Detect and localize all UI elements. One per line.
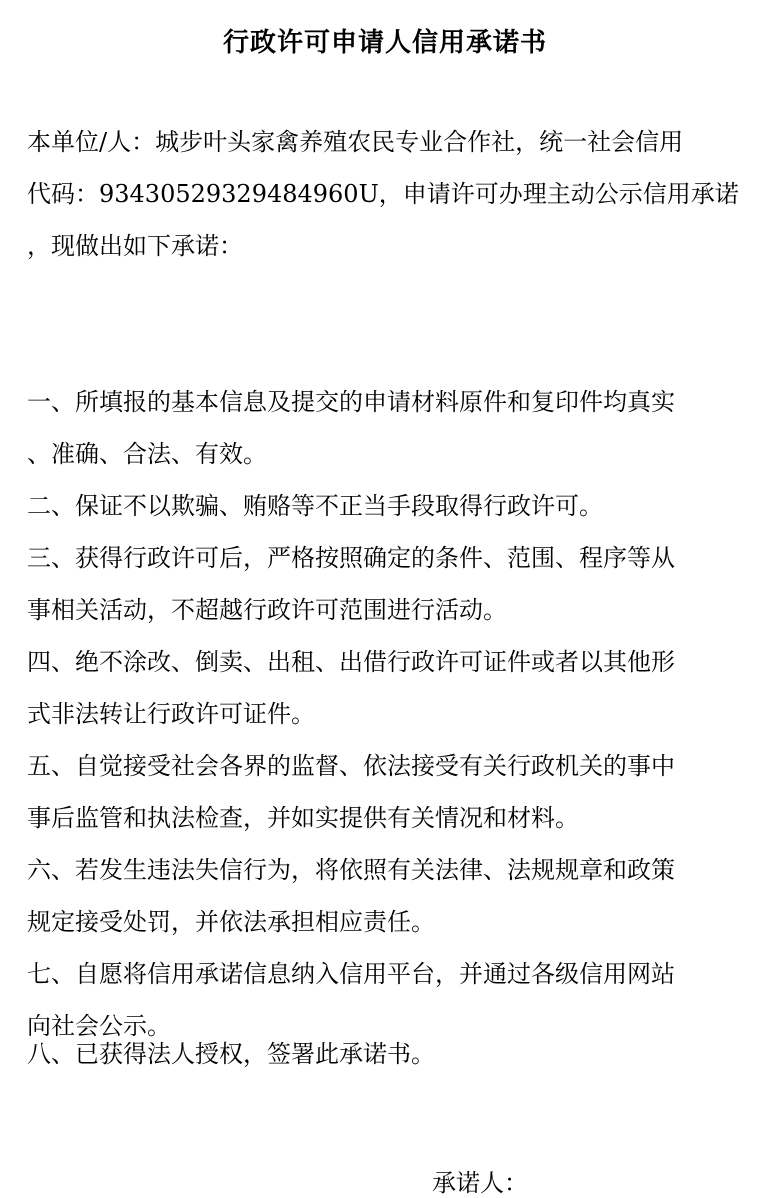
commitment-line: 七、自愿将信用承诺信息纳入信用平台，并通过各级信用网站 bbox=[27, 960, 675, 988]
commitment-line: 五、自觉接受社会各界的监督、依法接受有关行政机关的事中 bbox=[27, 752, 675, 780]
commitment-line: 六、若发生违法失信行为，将依照有关法律、法规规章和政策 bbox=[27, 856, 675, 884]
commitment-line: 、准确、合法、有效。 bbox=[27, 440, 267, 468]
document-title: 行政许可申请人信用承诺书 bbox=[222, 28, 547, 58]
commitment-line: 二、保证不以欺骗、贿赂等不正当手段取得行政许可。 bbox=[27, 492, 603, 520]
commitment-line: 一、所填报的基本信息及提交的申请材料原件和复印件均真实 bbox=[27, 388, 675, 416]
commitment-line: 八、已获得法人授权，签署此承诺书。 bbox=[27, 1040, 435, 1068]
commitment-line: 式非法转让行政许可证件。 bbox=[27, 700, 315, 728]
commitment-line: 四、绝不涂改、倒卖、出租、出借行政许可证件或者以其他形 bbox=[27, 648, 675, 676]
intro-line: 本单位/人：城步叶头家禽养殖农民专业合作社，统一社会信用 bbox=[27, 128, 684, 156]
signer-label: 承诺人： bbox=[432, 1169, 528, 1197]
commitment-line: 三、获得行政许可后，严格按照确定的条件、范围、程序等从 bbox=[27, 544, 675, 572]
commitment-line: 向社会公示。 bbox=[27, 1012, 171, 1040]
intro-line: 代码：93430529329484960U，申请许可办理主动公示信用承诺 bbox=[27, 180, 739, 208]
commitment-line: 事后监管和执法检查，并如实提供有关情况和材料。 bbox=[27, 804, 579, 832]
intro-line: ，现做出如下承诺： bbox=[27, 232, 243, 260]
commitment-line: 事相关活动，不超越行政许可范围进行活动。 bbox=[27, 596, 507, 624]
commitment-line: 规定接受处罚，并依法承担相应责任。 bbox=[27, 908, 435, 936]
